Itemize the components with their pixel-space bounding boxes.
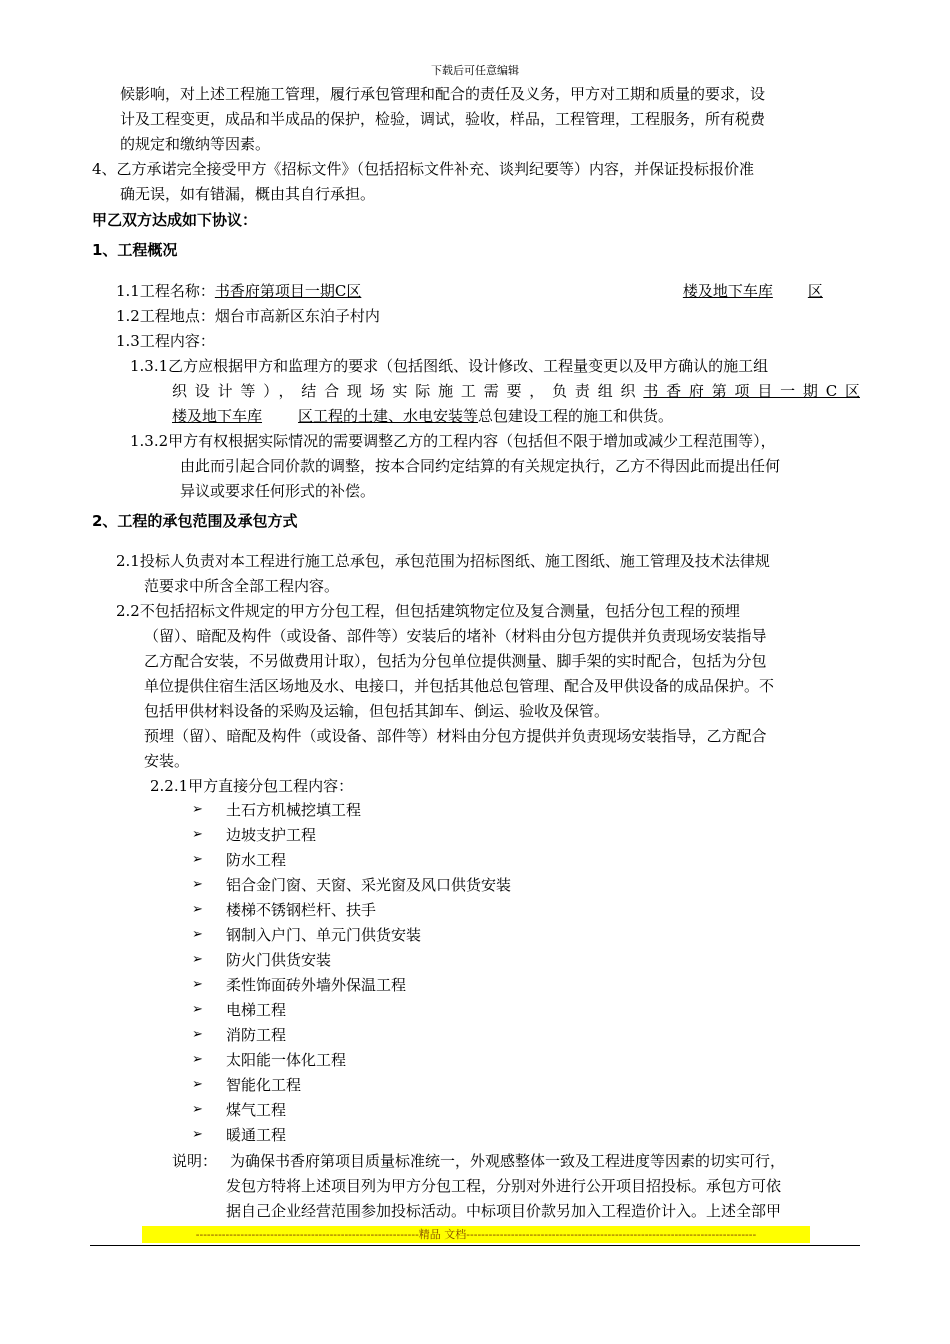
list-item: 防火门供货安装 (226, 951, 332, 969)
clause-2-2-note: 预埋（留）、暗配及构件（或设备、部件等）材料由分包方提供并负责现场安装指导，乙方配合 (144, 727, 767, 745)
bullet-arrow-icon: ➢ (192, 1027, 203, 1042)
clause-4-cont: 确无误，如有错漏，概由其自行承担。 (120, 185, 376, 203)
list-item: 柔性饰面砖外墙外保温工程 (226, 976, 407, 994)
intro-line: 计及工程变更，成品和半成品的保护，检验，调试，验收，样品，工程管理，工程服务，所有税费 (120, 110, 766, 128)
bullet-arrow-icon: ➢ (192, 1102, 203, 1117)
note-line: 为确保书香府第项目质量标准统一，外观感整体一致及工程进度等因素的切实可行， (230, 1152, 786, 1170)
clause-1-3-1-end: 楼及地下车库 区工程的土建、水电安装等总包建设工程的施工和供货。 (172, 407, 674, 425)
footer-dashes: ------------------------------------------------------------------------------ (466, 1228, 757, 1241)
clause-2-2: 2.2不包括招标文件规定的甲方分包工程，但包括建筑物定位及复合测量，包括分包工程的预埋 (116, 602, 740, 620)
list-item: 暖通工程 (226, 1126, 287, 1144)
clause-2-2-cont: 包括甲供材料设备的采购及运输，但包括其卸车、倒运、验收及保管。 (144, 702, 610, 720)
bullet-arrow-icon: ➢ (192, 1002, 203, 1017)
footer-dashes: ------------------------------------------------------------ (195, 1228, 419, 1241)
clause-2-2-cont: （留）、暗配及构件（或设备、部件等）安装后的堵补（材料由分包方提供并负责现场安装指导 (144, 627, 767, 645)
list-item: 钢制入户门、单元门供货安装 (226, 926, 422, 944)
section-1-heading: 1、工程概况 (92, 241, 178, 259)
agreement-heading: 甲乙双方达成如下协议： (92, 211, 258, 229)
clause-2-1-cont: 范要求中所含全部工程内容。 (144, 577, 340, 595)
list-item: 消防工程 (226, 1026, 287, 1044)
bullet-arrow-icon: ➢ (192, 1052, 203, 1067)
intro-line: 候影响，对上述工程施工管理，履行承包管理和配合的责任及义务，甲方对工期和质量的要求，设 (120, 85, 766, 103)
clause-2-1: 2.1投标人负责对本工程进行施工总承包，承包范围为招标图纸、施工图纸、施工管理及技术法律规 (116, 552, 770, 570)
footer-banner (142, 1226, 810, 1243)
clause-2-2-cont: 乙方配合安装，不另做费用计取），包括为分包单位提供测量、脚手架的实时配合，包括为分包 (144, 652, 767, 670)
project-name-zone: 区 (807, 282, 823, 300)
bullet-arrow-icon: ➢ (192, 952, 203, 967)
clause-2-2-1: 2.2.1甲方直接分包工程内容： (150, 777, 354, 795)
project-content-label: 1.3工程内容： (116, 332, 215, 350)
list-item: 防水工程 (226, 851, 287, 869)
project-name-row (116, 281, 823, 301)
list-item: 电梯工程 (226, 1001, 287, 1019)
bullet-arrow-icon: ➢ (192, 902, 203, 917)
list-item: 土石方机械挖填工程 (226, 801, 362, 819)
section-2-heading: 2、工程的承包范围及承包方式 (92, 512, 298, 530)
bullet-arrow-icon: ➢ (192, 827, 203, 842)
clause-1-3-2-cont: 由此而引起合同价款的调整，按本合同约定结算的有关规定执行，乙方不得因此而提出任何 (180, 457, 781, 475)
note-line: 发包方特将上述项目列为甲方分包工程，分别对外进行公开项目招投标。承包方可依 (226, 1177, 782, 1195)
bullet-arrow-icon: ➢ (192, 852, 203, 867)
footer-rule (90, 1245, 860, 1246)
clause-1-3-1-cont: 织设计等），结合现场实际施工需要，负责组织书香府第项目一期C区 (172, 382, 860, 400)
bullet-arrow-icon: ➢ (192, 927, 203, 942)
clause-2-2-cont: 单位提供住宿生活区场地及水、电接口，并包括其他总包管理、配合及甲供设备的成品保护。不 (144, 677, 775, 695)
list-item: 铝合金门窗、天窗、采光窗及风口供货安装 (226, 876, 512, 894)
list-item: 太阳能一体化工程 (226, 1051, 347, 1069)
list-item: 智能化工程 (226, 1076, 302, 1094)
project-name-building: 楼及地下车库 (682, 282, 773, 300)
clause-4: 4、乙方承诺完全接受甲方《招标文件》（包括招标文件补充、谈判纪要等）内容，并保证投标报价准 (92, 160, 755, 178)
clause-1-3-2: 1.3.2甲方有权根据实际情况的需要调整乙方的工程内容（包括但不限于增加或减少工程范围等）， (130, 432, 776, 450)
bullet-arrow-icon: ➢ (192, 1077, 203, 1092)
note-line: 据自己企业经营范围参加投标活动。中标项目价款另加入工程造价计入。上述全部甲 (226, 1202, 782, 1220)
clause-2-2-note-end: 安装。 (144, 752, 190, 770)
bullet-arrow-icon: ➢ (192, 977, 203, 992)
clause-1-3-2-end: 异议或要求任何形式的补偿。 (180, 482, 376, 500)
project-name-label: 1.1工程名称： (116, 282, 215, 300)
clause-1-3-1: 1.3.1乙方应根据甲方和监理方的要求（包括图纸、设计修改、工程量变更以及甲方确认的施工组 (130, 357, 769, 375)
bullet-arrow-icon: ➢ (192, 1127, 203, 1142)
list-item: 楼梯不锈钢栏杆、扶手 (226, 901, 377, 919)
list-item: 煤气工程 (226, 1101, 287, 1119)
project-name-value: 书香府第项目一期C区 (214, 282, 362, 300)
project-location: 1.2工程地点：烟台市高新区东泊子村内 (116, 307, 380, 325)
page-header: 下载后可任意编辑 (431, 64, 519, 77)
bullet-arrow-icon: ➢ (192, 877, 203, 892)
bullet-arrow-icon: ➢ (192, 802, 203, 817)
list-item: 边坡支护工程 (226, 826, 317, 844)
footer-label: 精品 文档 (418, 1228, 467, 1241)
intro-line: 的规定和缴纳等因素。 (120, 135, 271, 153)
note-label: 说明： (172, 1152, 218, 1170)
